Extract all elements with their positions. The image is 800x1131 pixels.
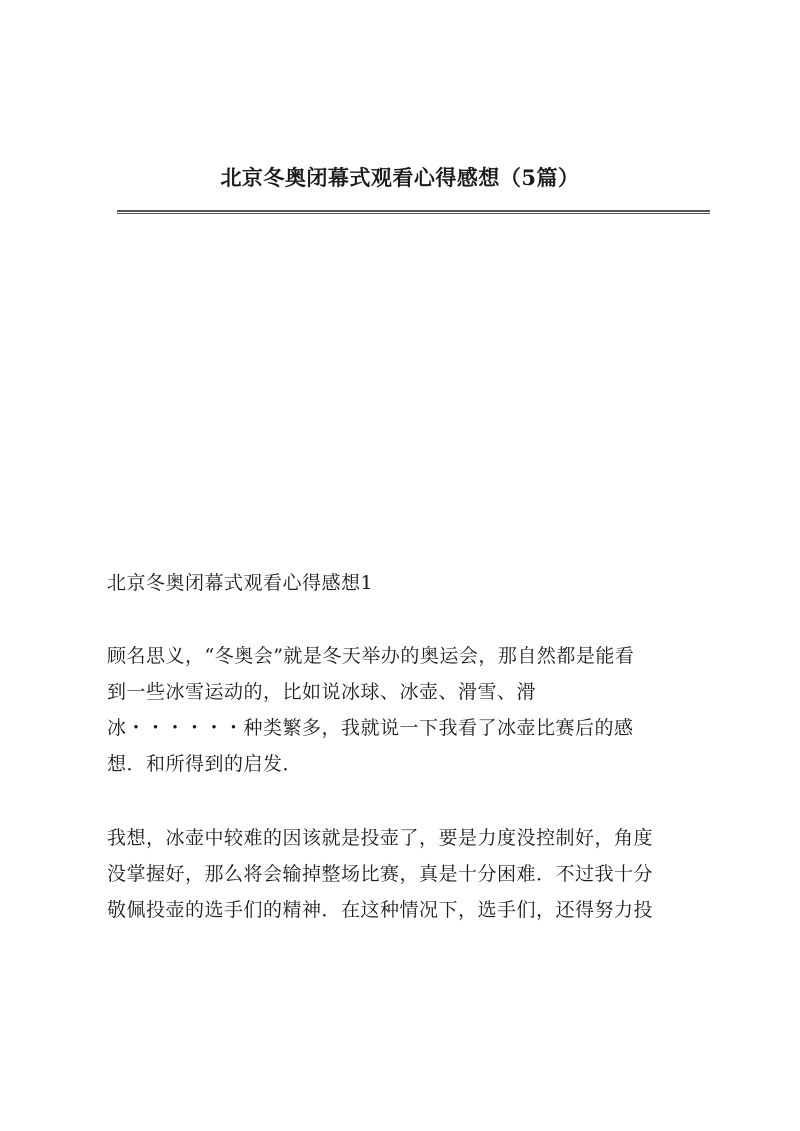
paragraph-line: 我想，冰壶中较难的因该就是投壶了，要是力度没控制好，角度 xyxy=(107,827,654,849)
paragraph-line: 敬佩投壶的选手们的精神．在这种情况下，选手们，还得努力投 xyxy=(107,899,654,921)
paragraph-line: 冰・・・・・・种类繁多，我就说一下我看了冰壶比赛后的感 xyxy=(107,717,634,739)
section-heading: 北京冬奥闭幕式观看心得感想1 xyxy=(107,572,374,594)
document-title: 北京冬奥闭幕式观看心得感想（5篇） xyxy=(220,165,580,190)
paragraph-line: 到一些冰雪运动的，比如说冰球、冰壶、滑雪、滑 xyxy=(107,681,537,703)
paragraph-line: 没掌握好，那么将会输掉整场比赛，真是十分困难．不过我十分 xyxy=(107,863,654,885)
title-underline xyxy=(117,210,710,214)
paragraph-line: 想．和所得到的启发． xyxy=(107,753,303,775)
paragraph-1 xyxy=(107,638,713,782)
document-body xyxy=(107,565,713,928)
paragraph-2 xyxy=(107,820,713,928)
paragraph-line: 顾名思义，“冬奥会”就是冬天举办的奥运会，那自然都是能看 xyxy=(107,645,635,667)
